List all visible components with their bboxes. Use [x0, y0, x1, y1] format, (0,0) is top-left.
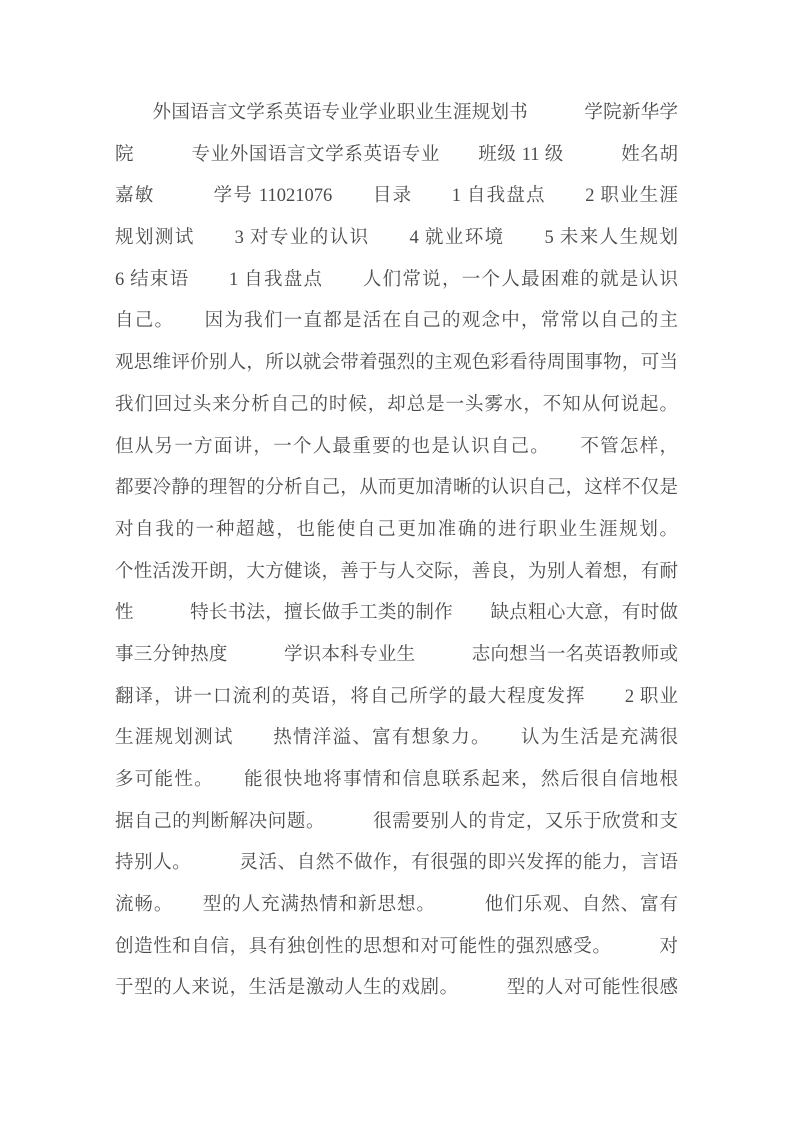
text-line: 对自我的一种超越，也能使自己更加准确的进行职业生涯规划。 — [115, 519, 678, 540]
text-line: 创造性和自信，具有独创性的思想和对可能性的强烈感受。 对 — [115, 936, 678, 957]
text-line: 事三分钟热度 学识本科专业生 志向想当一名英语教师或 — [115, 644, 678, 665]
text-line: 流畅。 型的人充满热情和新思想。 他们乐观、自然、富有 — [115, 895, 678, 916]
text-line: 6 结束语 1 自我盘点 人们常说，一个人最困难的就是认识 — [115, 269, 678, 290]
text-line: 都要冷静的理智的分析自己，从而更加清晰的认识自己，这样不仅是 — [115, 478, 678, 499]
text-line: 但从另一方面讲，一个人最重要的也是认识自己。 不管怎样， — [115, 436, 678, 457]
text-line: 持别人。 灵活、自然不做作，有很强的即兴发挥的能力，言语 — [115, 853, 678, 874]
text-line: 翻译，讲一口流利的英语，将自己所学的最大程度发挥 2 职业 — [115, 686, 678, 707]
text-line: 外国语言文学系英语专业学业职业生涯规划书 学院新华学 — [115, 103, 678, 123]
text-line: 规划测试 3 对专业的认识 4 就业环境 5 未来人生规划 — [115, 228, 678, 249]
text-line: 性 特长书法，擅长做手工类的制作 缺点粗心大意，有时做 — [115, 603, 678, 624]
text-line: 嘉敏 学号 11021076 目录 1 自我盘点 2 职业生涯 — [115, 186, 678, 207]
text-line: 多可能性。 能很快地将事情和信息联系起来，然后很自信地根 — [115, 770, 678, 790]
document-text-block — [115, 93, 678, 1010]
text-line: 我们回过头来分析自己的时候，却总是一头雾水，不知从何说起。 — [115, 394, 678, 415]
text-line: 院 专业外国语言文学系英语专业 班级 11 级 姓名胡 — [115, 144, 678, 165]
text-line: 据自己的判断解决问题。 很需要别人的肯定，又乐于欣赏和支 — [115, 811, 678, 832]
text-line: 于型的人来说，生活是激动人生的戏剧。 型的人对可能性很感 — [115, 978, 678, 999]
text-line: 观思维评价别人，所以就会带着强烈的主观色彩看待周围事物，可当 — [115, 353, 678, 374]
text-line: 自己。 因为我们一直都是活在自己的观念中，常常以自己的主 — [115, 311, 678, 332]
text-line: 生涯规划测试 热情洋溢、富有想象力。 认为生活是充满很 — [115, 728, 678, 749]
text-line: 个性活泼开朗，大方健谈，善于与人交际，善良，为别人着想，有耐 — [115, 561, 678, 582]
